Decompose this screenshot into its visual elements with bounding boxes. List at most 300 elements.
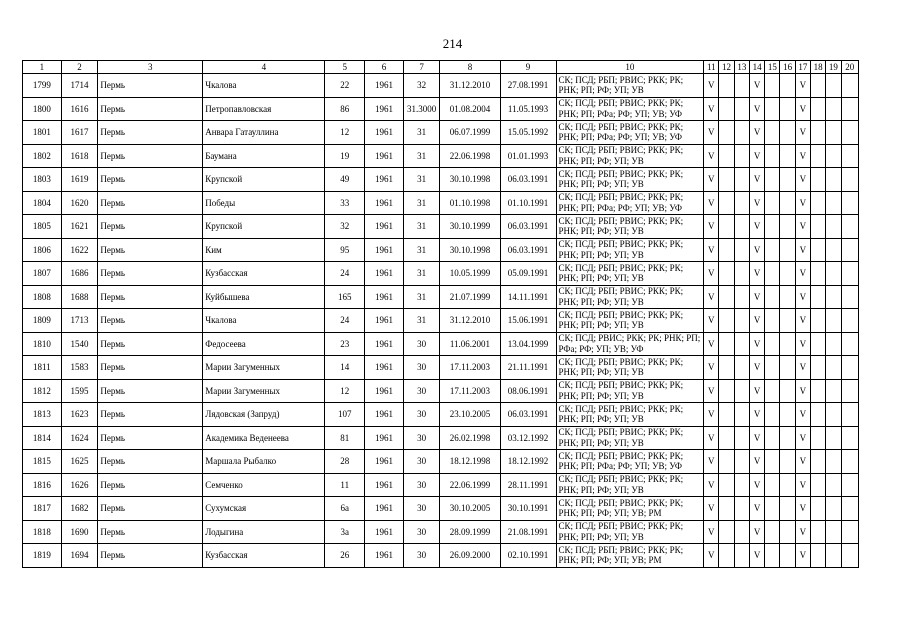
table-row — [23, 332, 859, 356]
row-number-cell: 1818 — [23, 520, 62, 544]
codes-cell: СК; ПСД; РБП; РВИС; РКК; РК; РНК; РП; РФ; УП; УВ; РМ — [556, 544, 704, 568]
flag-cell-18 — [811, 450, 826, 474]
column-header: 5 — [325, 61, 365, 74]
record-id-cell: 1617 — [61, 121, 98, 145]
housing-register-table — [22, 60, 859, 568]
year-cell: 1961 — [365, 544, 404, 568]
count-cell: 31 — [403, 121, 440, 145]
date-cell: 18.12.1992 — [500, 450, 556, 474]
table-row — [23, 285, 859, 309]
table-row — [23, 74, 859, 98]
flag-cell-20 — [841, 121, 858, 145]
flag-cell-15 — [765, 97, 780, 121]
flag-cell-14: V — [749, 426, 764, 450]
flag-cell-16 — [780, 544, 795, 568]
year-cell: 1961 — [365, 215, 404, 239]
count-cell: 30 — [403, 544, 440, 568]
flag-cell-16 — [780, 426, 795, 450]
date-cell: 14.11.1991 — [500, 285, 556, 309]
city-cell: Пермь — [98, 309, 203, 333]
flag-cell-15 — [765, 450, 780, 474]
year-cell: 1961 — [365, 473, 404, 497]
flag-cell-14: V — [749, 238, 764, 262]
row-number-cell: 1815 — [23, 450, 62, 474]
date-cell: 05.09.1991 — [500, 262, 556, 286]
record-id-cell: 1595 — [61, 379, 98, 403]
record-id-cell: 1686 — [61, 262, 98, 286]
street-cell: Федосеева — [203, 332, 325, 356]
flag-cell-12 — [719, 74, 734, 98]
city-cell: Пермь — [98, 74, 203, 98]
flag-cell-12 — [719, 473, 734, 497]
flag-cell-14: V — [749, 97, 764, 121]
flag-cell-19 — [826, 144, 841, 168]
flag-cell-17: V — [795, 121, 810, 145]
count-cell: 30 — [403, 379, 440, 403]
street-cell: Чкалова — [203, 309, 325, 333]
flag-cell-20 — [841, 356, 858, 380]
city-cell: Пермь — [98, 520, 203, 544]
column-header: 19 — [826, 61, 841, 74]
date-cell: 06.03.1991 — [500, 215, 556, 239]
house-number-cell: 3а — [325, 520, 365, 544]
flag-cell-13 — [734, 262, 749, 286]
flag-cell-20 — [841, 544, 858, 568]
table-row — [23, 450, 859, 474]
header-row — [23, 61, 859, 74]
house-number-cell: 95 — [325, 238, 365, 262]
flag-cell-13 — [734, 356, 749, 380]
flag-cell-14: V — [749, 332, 764, 356]
count-cell: 30 — [403, 426, 440, 450]
flag-cell-18 — [811, 121, 826, 145]
flag-cell-11: V — [704, 403, 719, 427]
flag-cell-16 — [780, 356, 795, 380]
street-cell: Анвара Гатауллина — [203, 121, 325, 145]
count-cell: 31.3000 — [403, 97, 440, 121]
flag-cell-16 — [780, 238, 795, 262]
flag-cell-19 — [826, 168, 841, 192]
codes-cell: СК; ПСД; РБП; РВИС; РКК; РК; РНК; РП; РФ; УП; УВ — [556, 144, 704, 168]
flag-cell-17: V — [795, 544, 810, 568]
date-cell: 06.03.1991 — [500, 238, 556, 262]
column-header: 14 — [749, 61, 764, 74]
column-header: 8 — [440, 61, 500, 74]
row-number-cell: 1812 — [23, 379, 62, 403]
street-cell: Крупской — [203, 215, 325, 239]
date-cell: 30.10.1998 — [440, 168, 500, 192]
flag-cell-12 — [719, 191, 734, 215]
row-number-cell: 1814 — [23, 426, 62, 450]
flag-cell-17: V — [795, 403, 810, 427]
city-cell: Пермь — [98, 473, 203, 497]
flag-cell-18 — [811, 426, 826, 450]
flag-cell-12 — [719, 379, 734, 403]
flag-cell-18 — [811, 309, 826, 333]
table-row — [23, 191, 859, 215]
street-cell: Лодыгина — [203, 520, 325, 544]
record-id-cell: 1616 — [61, 97, 98, 121]
date-cell: 02.10.1991 — [500, 544, 556, 568]
house-number-cell: 86 — [325, 97, 365, 121]
row-number-cell: 1817 — [23, 497, 62, 521]
flag-cell-15 — [765, 74, 780, 98]
record-id-cell: 1690 — [61, 520, 98, 544]
column-header: 17 — [795, 61, 810, 74]
count-cell: 31 — [403, 191, 440, 215]
date-cell: 30.10.2005 — [440, 497, 500, 521]
date-cell: 26.09.2000 — [440, 544, 500, 568]
count-cell: 30 — [403, 332, 440, 356]
codes-cell: СК; ПСД; РБП; РВИС; РКК; РК; РНК; РП; РФ; УП; УВ — [556, 403, 704, 427]
date-cell: 01.01.1993 — [500, 144, 556, 168]
column-header: 10 — [556, 61, 704, 74]
column-header: 18 — [811, 61, 826, 74]
city-cell: Пермь — [98, 262, 203, 286]
column-header: 7 — [403, 61, 440, 74]
flag-cell-19 — [826, 379, 841, 403]
date-cell: 13.04.1999 — [500, 332, 556, 356]
flag-cell-20 — [841, 191, 858, 215]
year-cell: 1961 — [365, 309, 404, 333]
codes-cell: СК; ПСД; РБП; РВИС; РКК; РК; РНК; РП; РФ; УП; УВ — [556, 238, 704, 262]
row-number-cell: 1804 — [23, 191, 62, 215]
flag-cell-20 — [841, 238, 858, 262]
flag-cell-15 — [765, 403, 780, 427]
flag-cell-18 — [811, 144, 826, 168]
flag-cell-11: V — [704, 356, 719, 380]
date-cell: 01.10.1998 — [440, 191, 500, 215]
flag-cell-20 — [841, 426, 858, 450]
row-number-cell: 1813 — [23, 403, 62, 427]
flag-cell-14: V — [749, 497, 764, 521]
flag-cell-19 — [826, 238, 841, 262]
count-cell: 30 — [403, 356, 440, 380]
city-cell: Пермь — [98, 356, 203, 380]
count-cell: 30 — [403, 497, 440, 521]
date-cell: 28.09.1999 — [440, 520, 500, 544]
codes-cell: СК; ПСД; РБП; РВИС; РКК; РК; РНК; РП; РФа; РФ; УП; УВ; УФ — [556, 97, 704, 121]
flag-cell-16 — [780, 332, 795, 356]
city-cell: Пермь — [98, 144, 203, 168]
flag-cell-17: V — [795, 473, 810, 497]
row-number-cell: 1799 — [23, 74, 62, 98]
flag-cell-17: V — [795, 379, 810, 403]
flag-cell-17: V — [795, 309, 810, 333]
flag-cell-15 — [765, 520, 780, 544]
flag-cell-17: V — [795, 191, 810, 215]
record-id-cell: 1583 — [61, 356, 98, 380]
street-cell: Победы — [203, 191, 325, 215]
table-row — [23, 403, 859, 427]
house-number-cell: 24 — [325, 309, 365, 333]
flag-cell-15 — [765, 285, 780, 309]
table-row — [23, 262, 859, 286]
record-id-cell: 1688 — [61, 285, 98, 309]
flag-cell-14: V — [749, 544, 764, 568]
flag-cell-11: V — [704, 191, 719, 215]
house-number-cell: 26 — [325, 544, 365, 568]
flag-cell-12 — [719, 450, 734, 474]
codes-cell: СК; ПСД; РБП; РВИС; РКК; РК; РНК; РП; РФ; УП; УВ — [556, 379, 704, 403]
flag-cell-15 — [765, 473, 780, 497]
city-cell: Пермь — [98, 379, 203, 403]
flag-cell-19 — [826, 215, 841, 239]
flag-cell-20 — [841, 285, 858, 309]
flag-cell-20 — [841, 473, 858, 497]
flag-cell-12 — [719, 356, 734, 380]
flag-cell-14: V — [749, 121, 764, 145]
flag-cell-14: V — [749, 215, 764, 239]
flag-cell-19 — [826, 450, 841, 474]
record-id-cell: 1713 — [61, 309, 98, 333]
column-header: 2 — [61, 61, 98, 74]
city-cell: Пермь — [98, 97, 203, 121]
record-id-cell: 1694 — [61, 544, 98, 568]
flag-cell-17: V — [795, 356, 810, 380]
flag-cell-16 — [780, 309, 795, 333]
flag-cell-14: V — [749, 144, 764, 168]
flag-cell-18 — [811, 97, 826, 121]
flag-cell-16 — [780, 144, 795, 168]
year-cell: 1961 — [365, 426, 404, 450]
flag-cell-15 — [765, 309, 780, 333]
flag-cell-13 — [734, 544, 749, 568]
date-cell: 22.06.1999 — [440, 473, 500, 497]
date-cell: 30.10.1998 — [440, 238, 500, 262]
flag-cell-17: V — [795, 332, 810, 356]
flag-cell-13 — [734, 309, 749, 333]
flag-cell-20 — [841, 168, 858, 192]
year-cell: 1961 — [365, 332, 404, 356]
city-cell: Пермь — [98, 403, 203, 427]
flag-cell-19 — [826, 497, 841, 521]
record-id-cell: 1618 — [61, 144, 98, 168]
year-cell: 1961 — [365, 497, 404, 521]
house-number-cell: 33 — [325, 191, 365, 215]
city-cell: Пермь — [98, 497, 203, 521]
column-header: 4 — [203, 61, 325, 74]
row-number-cell: 1800 — [23, 97, 62, 121]
house-number-cell: 107 — [325, 403, 365, 427]
flag-cell-11: V — [704, 497, 719, 521]
flag-cell-20 — [841, 497, 858, 521]
flag-cell-15 — [765, 191, 780, 215]
record-id-cell: 1621 — [61, 215, 98, 239]
flag-cell-12 — [719, 121, 734, 145]
city-cell: Пермь — [98, 168, 203, 192]
flag-cell-14: V — [749, 473, 764, 497]
date-cell: 06.03.1991 — [500, 403, 556, 427]
flag-cell-11: V — [704, 285, 719, 309]
flag-cell-19 — [826, 262, 841, 286]
codes-cell: СК; ПСД; РБП; РВИС; РКК; РК; РНК; РП; РФ; УП; УВ — [556, 426, 704, 450]
flag-cell-17: V — [795, 520, 810, 544]
flag-cell-17: V — [795, 497, 810, 521]
row-number-cell: 1801 — [23, 121, 62, 145]
flag-cell-15 — [765, 497, 780, 521]
flag-cell-11: V — [704, 97, 719, 121]
flag-cell-20 — [841, 74, 858, 98]
date-cell: 22.06.1998 — [440, 144, 500, 168]
flag-cell-13 — [734, 332, 749, 356]
column-header: 20 — [841, 61, 858, 74]
table-row — [23, 520, 859, 544]
flag-cell-20 — [841, 144, 858, 168]
flag-cell-20 — [841, 332, 858, 356]
flag-cell-18 — [811, 238, 826, 262]
house-number-cell: 81 — [325, 426, 365, 450]
flag-cell-13 — [734, 168, 749, 192]
codes-cell: СК; ПСД; РБП; РВИС; РКК; РК; РНК; РП; РФа; РФ; УП; УВ; УФ — [556, 121, 704, 145]
flag-cell-19 — [826, 520, 841, 544]
record-id-cell: 1714 — [61, 74, 98, 98]
city-cell: Пермь — [98, 191, 203, 215]
table-row — [23, 238, 859, 262]
street-cell: Петропавловская — [203, 97, 325, 121]
flag-cell-14: V — [749, 309, 764, 333]
flag-cell-13 — [734, 121, 749, 145]
date-cell: 27.08.1991 — [500, 74, 556, 98]
flag-cell-17: V — [795, 74, 810, 98]
row-number-cell: 1810 — [23, 332, 62, 356]
flag-cell-13 — [734, 97, 749, 121]
flag-cell-15 — [765, 144, 780, 168]
flag-cell-19 — [826, 544, 841, 568]
date-cell: 30.10.1991 — [500, 497, 556, 521]
date-cell: 17.11.2003 — [440, 379, 500, 403]
table-row — [23, 144, 859, 168]
flag-cell-18 — [811, 285, 826, 309]
date-cell: 26.02.1998 — [440, 426, 500, 450]
row-number-cell: 1805 — [23, 215, 62, 239]
flag-cell-20 — [841, 215, 858, 239]
count-cell: 31 — [403, 285, 440, 309]
city-cell: Пермь — [98, 215, 203, 239]
flag-cell-16 — [780, 473, 795, 497]
flag-cell-17: V — [795, 450, 810, 474]
flag-cell-13 — [734, 144, 749, 168]
date-cell: 23.10.2005 — [440, 403, 500, 427]
street-cell: Кузбасская — [203, 544, 325, 568]
flag-cell-14: V — [749, 168, 764, 192]
flag-cell-19 — [826, 332, 841, 356]
flag-cell-11: V — [704, 473, 719, 497]
table-row — [23, 497, 859, 521]
date-cell: 21.11.1991 — [500, 356, 556, 380]
flag-cell-18 — [811, 262, 826, 286]
street-cell: Сухумская — [203, 497, 325, 521]
street-cell: Крупской — [203, 168, 325, 192]
count-cell: 30 — [403, 473, 440, 497]
codes-cell: СК; ПСД; РБП; РВИС; РКК; РК; РНК; РП; РФ; УП; УВ — [556, 520, 704, 544]
flag-cell-18 — [811, 379, 826, 403]
year-cell: 1961 — [365, 144, 404, 168]
flag-cell-12 — [719, 215, 734, 239]
flag-cell-14: V — [749, 74, 764, 98]
table-row — [23, 426, 859, 450]
flag-cell-12 — [719, 144, 734, 168]
house-number-cell: 12 — [325, 379, 365, 403]
flag-cell-19 — [826, 285, 841, 309]
flag-cell-16 — [780, 97, 795, 121]
flag-cell-20 — [841, 262, 858, 286]
flag-cell-15 — [765, 262, 780, 286]
flag-cell-19 — [826, 74, 841, 98]
flag-cell-11: V — [704, 238, 719, 262]
street-cell: Ким — [203, 238, 325, 262]
street-cell: Кузбасская — [203, 262, 325, 286]
flag-cell-17: V — [795, 426, 810, 450]
table-row — [23, 544, 859, 568]
flag-cell-20 — [841, 97, 858, 121]
flag-cell-20 — [841, 450, 858, 474]
city-cell: Пермь — [98, 332, 203, 356]
flag-cell-19 — [826, 356, 841, 380]
count-cell: 31 — [403, 168, 440, 192]
record-id-cell: 1625 — [61, 450, 98, 474]
city-cell: Пермь — [98, 238, 203, 262]
street-cell: Маршала Рыбалко — [203, 450, 325, 474]
flag-cell-16 — [780, 403, 795, 427]
codes-cell: СК; ПСД; РБП; РВИС; РКК; РК; РНК; РП; РФ; УП; УВ — [556, 74, 704, 98]
flag-cell-15 — [765, 121, 780, 145]
flag-cell-17: V — [795, 285, 810, 309]
table-body — [23, 74, 859, 568]
flag-cell-16 — [780, 191, 795, 215]
flag-cell-13 — [734, 238, 749, 262]
flag-cell-12 — [719, 285, 734, 309]
house-number-cell: 19 — [325, 144, 365, 168]
row-number-cell: 1806 — [23, 238, 62, 262]
codes-cell: СК; ПСД; РБП; РВИС; РКК; РК; РНК; РП; РФ; УП; УВ; РМ — [556, 497, 704, 521]
flag-cell-20 — [841, 520, 858, 544]
page-number: 214 — [442, 36, 463, 51]
row-number-cell: 1808 — [23, 285, 62, 309]
date-cell: 21.08.1991 — [500, 520, 556, 544]
flag-cell-11: V — [704, 450, 719, 474]
flag-cell-17: V — [795, 238, 810, 262]
count-cell: 31 — [403, 144, 440, 168]
flag-cell-15 — [765, 379, 780, 403]
flag-cell-14: V — [749, 191, 764, 215]
house-number-cell: 6а — [325, 497, 365, 521]
date-cell: 17.11.2003 — [440, 356, 500, 380]
codes-cell: СК; ПСД; РБП; РВИС; РКК; РК; РНК; РП; РФ; УП; УВ — [556, 215, 704, 239]
flag-cell-16 — [780, 74, 795, 98]
year-cell: 1961 — [365, 450, 404, 474]
flag-cell-12 — [719, 168, 734, 192]
street-cell: Лядовская (Запруд) — [203, 403, 325, 427]
street-cell: Академика Веденеева — [203, 426, 325, 450]
column-header: 12 — [719, 61, 734, 74]
row-number-cell: 1809 — [23, 309, 62, 333]
flag-cell-18 — [811, 215, 826, 239]
codes-cell: СК; ПСД; РБП; РВИС; РКК; РК; РНК; РП; РФ; УП; УВ — [556, 356, 704, 380]
table-row — [23, 97, 859, 121]
house-number-cell: 14 — [325, 356, 365, 380]
record-id-cell: 1622 — [61, 238, 98, 262]
year-cell: 1961 — [365, 262, 404, 286]
flag-cell-16 — [780, 285, 795, 309]
codes-cell: СК; ПСД; РБП; РВИС; РКК; РК; РНК; РП; РФа; РФ; УП; УВ; УФ — [556, 450, 704, 474]
flag-cell-11: V — [704, 168, 719, 192]
codes-cell: СК; ПСД; РВИС; РКК; РК; РНК; РП; РФа; РФ; УП; УВ; УФ — [556, 332, 704, 356]
flag-cell-12 — [719, 426, 734, 450]
street-cell: Куйбышева — [203, 285, 325, 309]
street-cell: Марии Загуменных — [203, 379, 325, 403]
flag-cell-17: V — [795, 168, 810, 192]
